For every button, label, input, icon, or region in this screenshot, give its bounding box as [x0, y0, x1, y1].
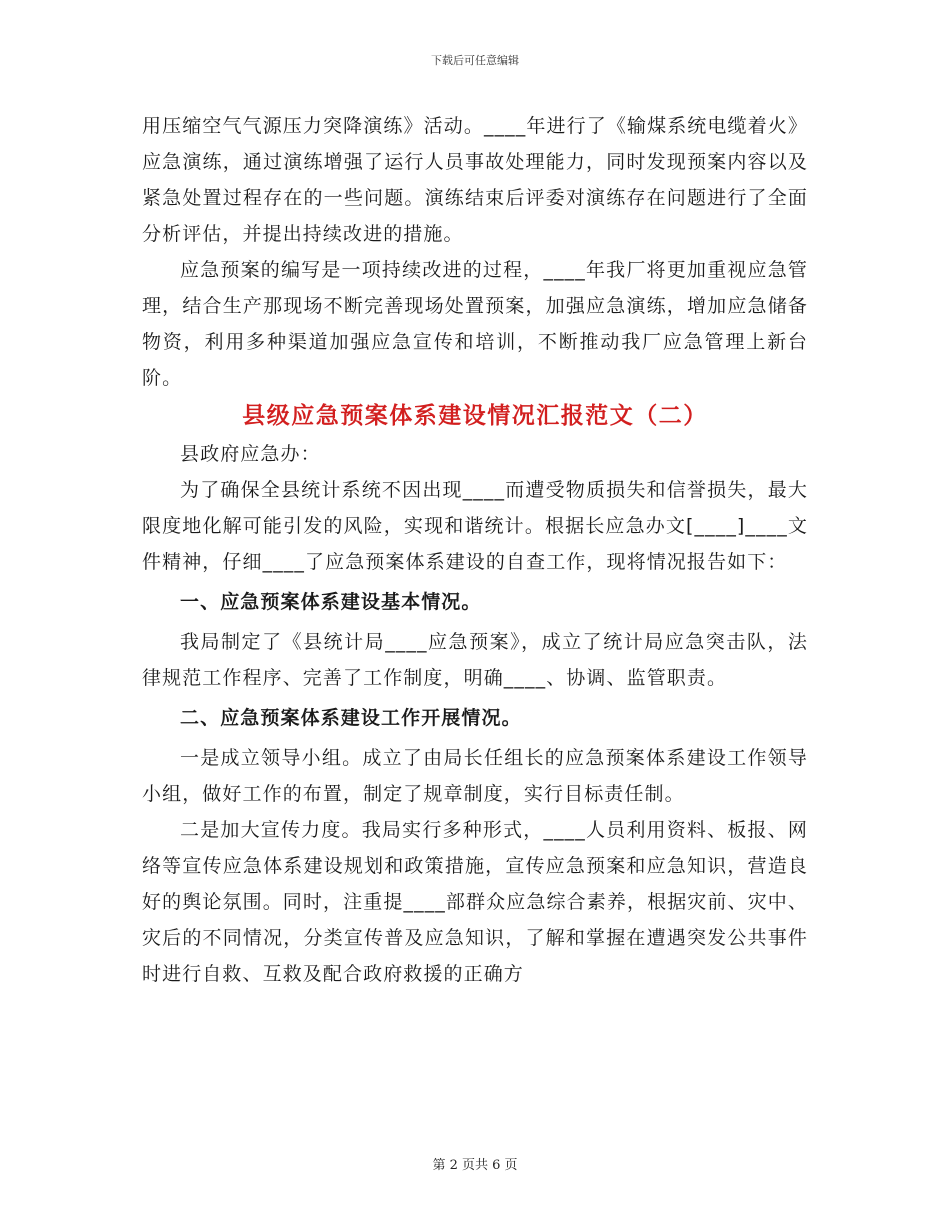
- page-header-note: 下载后可任意编辑: [431, 54, 519, 67]
- section-heading-1: 一、应急预案体系建设基本情况。: [180, 591, 482, 613]
- paragraph-intro: 为了确保全县统计系统不因出现____而遭受物质损失和信誉损失，最大限度地化解可能引发的风险，实现和谐统计。根据长应急办文[____]____文件精神，仔细____了应急预案体系建设的自查工作，现将情况报告如下：: [142, 479, 808, 573]
- salutation: 县政府应急办：: [180, 443, 321, 465]
- section-heading-2: 二、应急预案体系建设工作开展情况。: [180, 707, 522, 729]
- paragraph-improvement: 应急预案的编写是一项持续改进的过程，____年我厂将更加重视应急管理，结合生产那现场不断完善现场处置预案，加强应急演练，增加应急储备物资，利用多种渠道加强应急宣传和培训，不断推动我厂应急管理上新台阶。: [142, 259, 808, 389]
- page-number: 第 2 页共 6 页: [432, 1158, 518, 1173]
- document-title: 县级应急预案体系建设情况汇报范文（二）: [242, 403, 708, 429]
- paragraph-publicity: 二是加大宣传力度。我局实行多种形式，____人员利用资料、板报、网络等宣传应急体系建设规划和政策措施，宣传应急预案和应急知识，营造良好的舆论氛围。同时，注重提____部群众应急综合素养，根据灾前、灾中、灾后的不同情况，分类宣传普及应急知识，了解和掌握在遭遇突发公共事件时进行自救、互救及配合政府救援的正确方: [142, 819, 808, 985]
- paragraph-leadership-group: 一是成立领导小组。成立了由局长任组长的应急预案体系建设工作领导小组，做好工作的布置，制定了规章制度，实行目标责任制。: [142, 747, 808, 805]
- paragraph-basic-situation: 我局制定了《县统计局____应急预案》，成立了统计局应急突击队，法律规范工作程序、完善了工作制度，明确____、协调、监管职责。: [142, 631, 808, 689]
- document-body: [142, 108, 808, 992]
- paragraph-continuation: 用压缩空气气源压力突降演练》活动。____年进行了《输煤系统电缆着火》应急演练，通过演练增强了运行人员事故处理能力，同时发现预案内容以及紧急处置过程存在的一些问题。演练结束后评委对演练存在问题进行了全面分析评估，并提出持续改进的措施。: [142, 115, 808, 245]
